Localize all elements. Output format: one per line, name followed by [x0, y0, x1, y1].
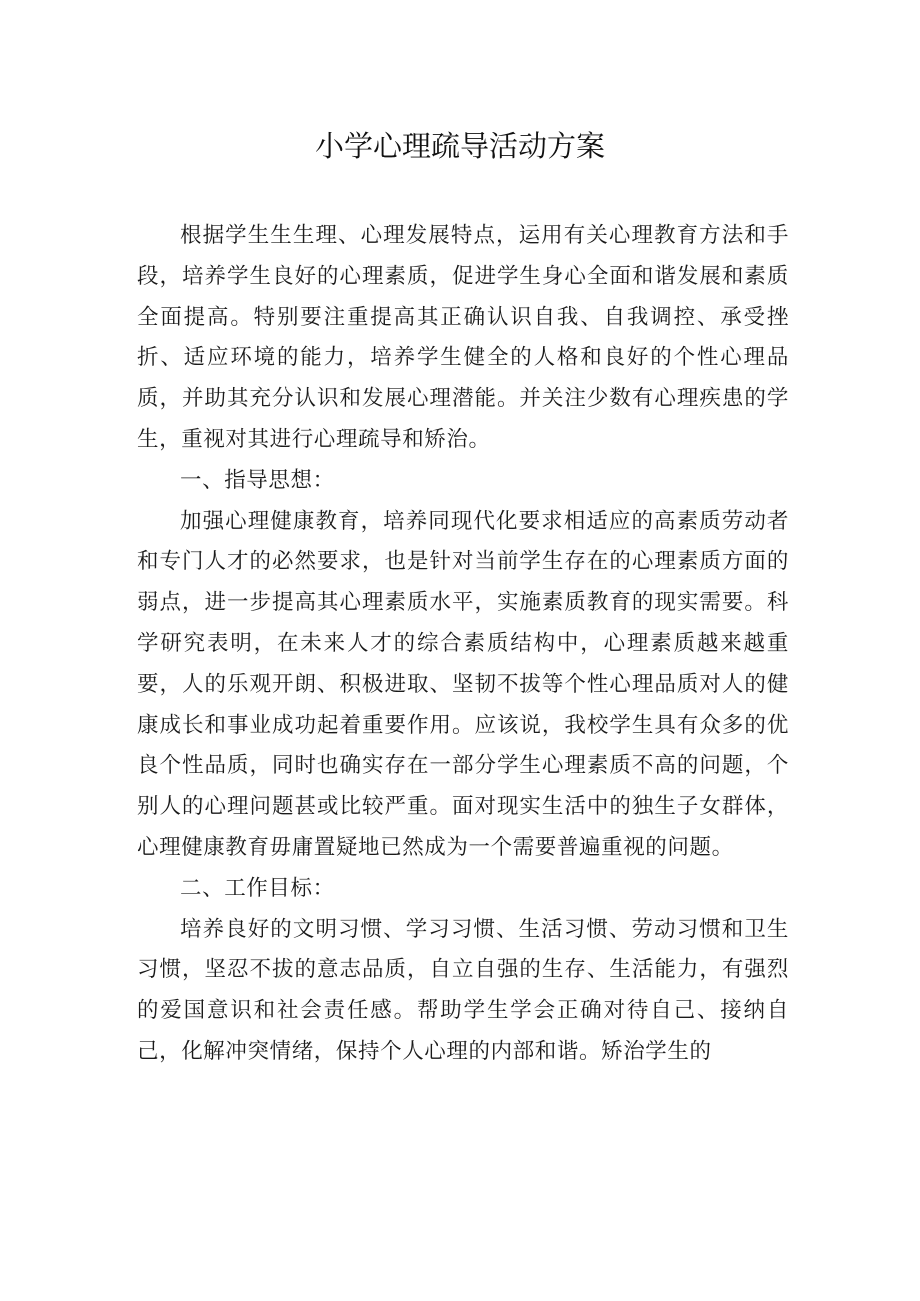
- document-body: [137, 216, 789, 1073]
- section-heading-work-goals: 二、工作目标：: [180, 875, 335, 901]
- section-heading-guiding-ideology: 一、指导思想：: [180, 467, 335, 493]
- document-title: 小学心理疏导活动方案: [314, 129, 605, 163]
- work-goals-paragraph: 培养良好的文明习惯、学习习惯、生活习惯、劳动习惯和卫生习惯，坚忍不拔的意志品质，自立自强的生存、生活能力，有强烈的爱国意识和社会责任感。帮助学生学会正确对待自己、接纳自己，化解冲突情绪，保持个人心理的内部和谐。矫治学生的: [137, 916, 789, 1064]
- intro-paragraph: 根据学生生生理、心理发展特点，运用有关心理教育方法和手段，培养学生良好的心理素质，促进学生身心全面和谐发展和素质全面提高。特别要注重提高其正确认识自我、自我调控、承受挫折、适应环境的能力，培养学生健全的人格和良好的个性心理品质，并助其充分认识和发展心理潜能。并关注少数有心理疾患的学生，重视对其进行心理疏导和矫治。: [137, 223, 789, 452]
- guiding-ideology-paragraph: 加强心理健康教育，培养同现代化要求相适应的高素质劳动者和专门人才的必然要求，也是针对当前学生存在的心理素质方面的弱点，进一步提高其心理素质水平，实施素质教育的现实需要。科学研究表明，在未来人才的综合素质结构中，心理素质越来越重要，人的乐观开朗、积极进取、坚韧不拔等个性心理品质对人的健康成长和事业成功起着重要作用。应该说，我校学生具有众多的优良个性品质，同时也确实存在一部分学生心理素质不高的问题，个别人的心理问题甚或比较严重。面对现实生活中的独生子女群体，心理健康教育毋庸置疑地已然成为一个需要普遍重视的问题。: [137, 508, 789, 860]
